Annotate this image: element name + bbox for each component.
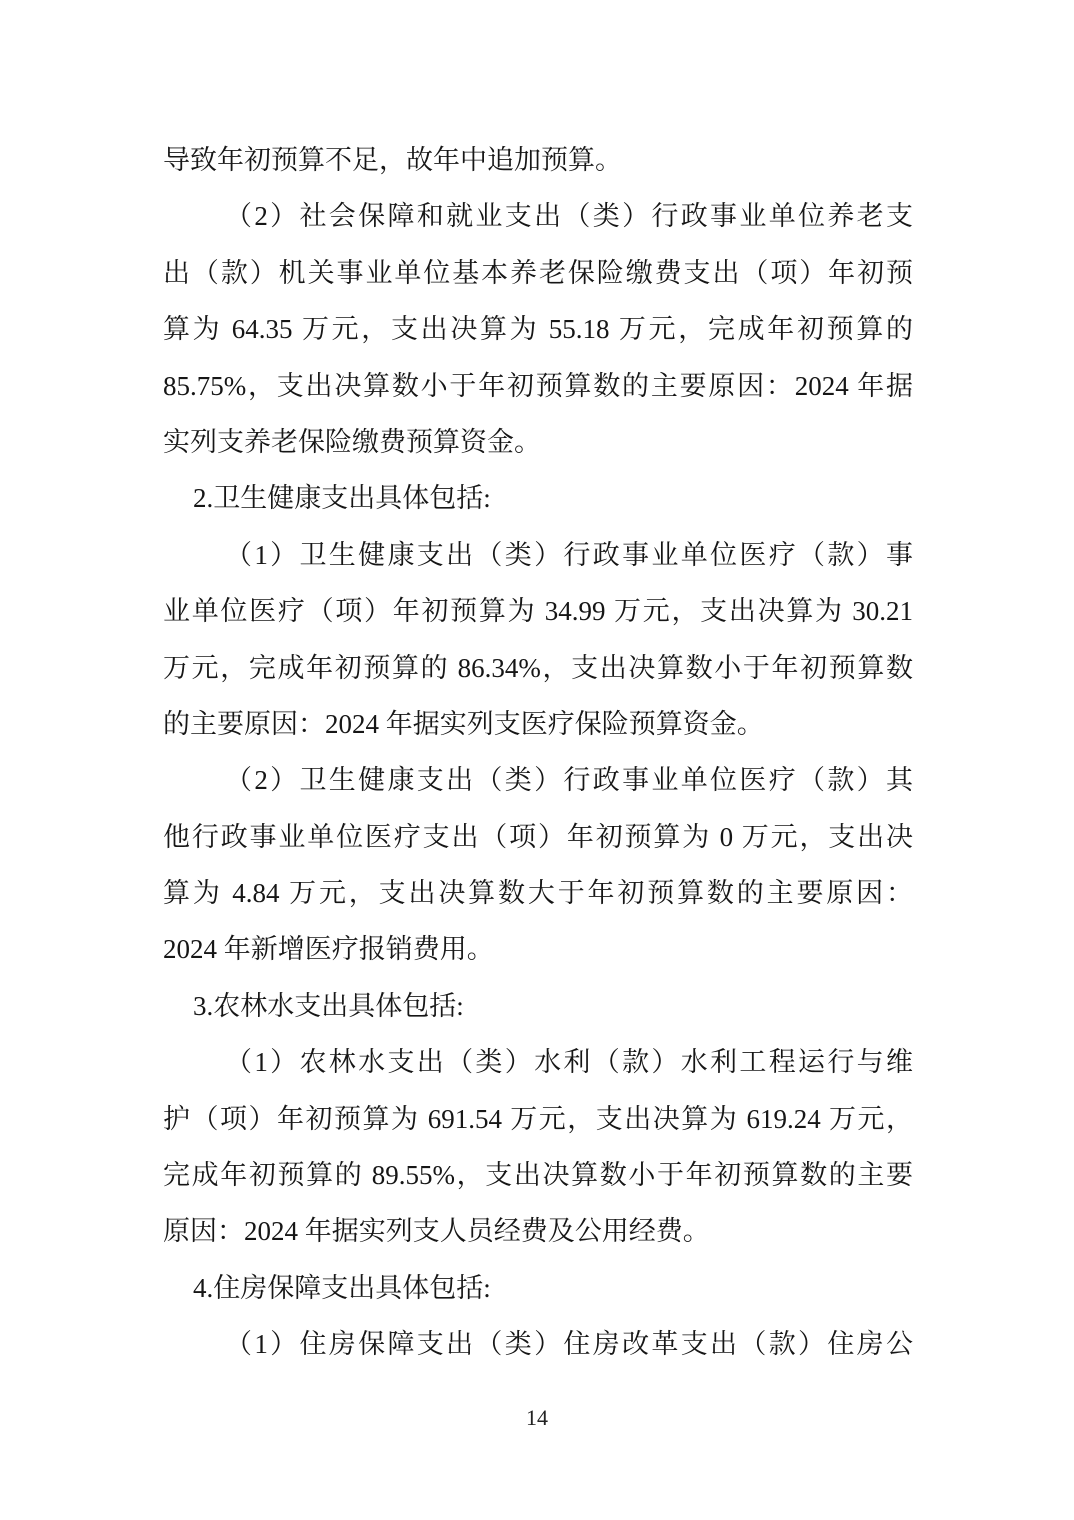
text-line: 2024 年新增医疗报销费用。 [163, 934, 494, 965]
text-line: 4.住房保障支出具体包括: [193, 1272, 491, 1303]
text-line: （2）卫生健康支出（类）行政事业单位医疗（款）其 [225, 765, 913, 796]
text-line: （1）卫生健康支出（类）行政事业单位医疗（款）事 [225, 539, 913, 570]
text-line: 的主要原因：2024 年据实列支医疗保险预算资金。 [163, 708, 764, 739]
text-line: 出（款）机关事业单位基本养老保险缴费支出（项）年初预 [163, 257, 913, 288]
text-line: 2.卫生健康支出具体包括: [193, 483, 491, 514]
text-line: （1）住房保障支出（类）住房改革支出（款）住房公 [225, 1329, 913, 1360]
text-line: 算为 4.84 万元，支出决算数大于年初预算数的主要原因： [163, 878, 913, 909]
page-body-text [163, 132, 913, 1373]
text-line: 导致年初预算不足，故年中追加预算。 [163, 145, 622, 175]
text-line: 3.农林水支出具体包括: [193, 990, 464, 1021]
text-line: 业单位医疗（项）年初预算为 34.99 万元，支出决算为 30.21 [163, 596, 913, 627]
page-number: 14 [526, 1405, 548, 1430]
text-line: 完成年初预算的 89.55%，支出决算数小于年初预算数的主要 [163, 1160, 913, 1191]
text-line: 他行政事业单位医疗支出（项）年初预算为 0 万元，支出决 [163, 821, 913, 852]
text-line: （1）农林水支出（类）水利（款）水利工程运行与维 [225, 1047, 913, 1078]
text-line: 护（项）年初预算为 691.54 万元，支出决算为 619.24 万元， [163, 1103, 913, 1134]
text-line: （2）社会保障和就业支出（类）行政事业单位养老支 [225, 201, 913, 232]
text-line: 85.75%，支出决算数小于年初预算数的主要原因：2024 年据 [163, 370, 913, 401]
text-line: 万元，完成年初预算的 86.34%，支出决算数小于年初预算数 [163, 652, 913, 683]
text-line: 原因：2024 年据实列支人员经费及公用经费。 [163, 1216, 710, 1247]
text-line: 算为 64.35 万元，支出决算为 55.18 万元，完成年初预算的 [163, 314, 913, 345]
text-line: 实列支养老保险缴费预算资金。 [163, 426, 541, 457]
